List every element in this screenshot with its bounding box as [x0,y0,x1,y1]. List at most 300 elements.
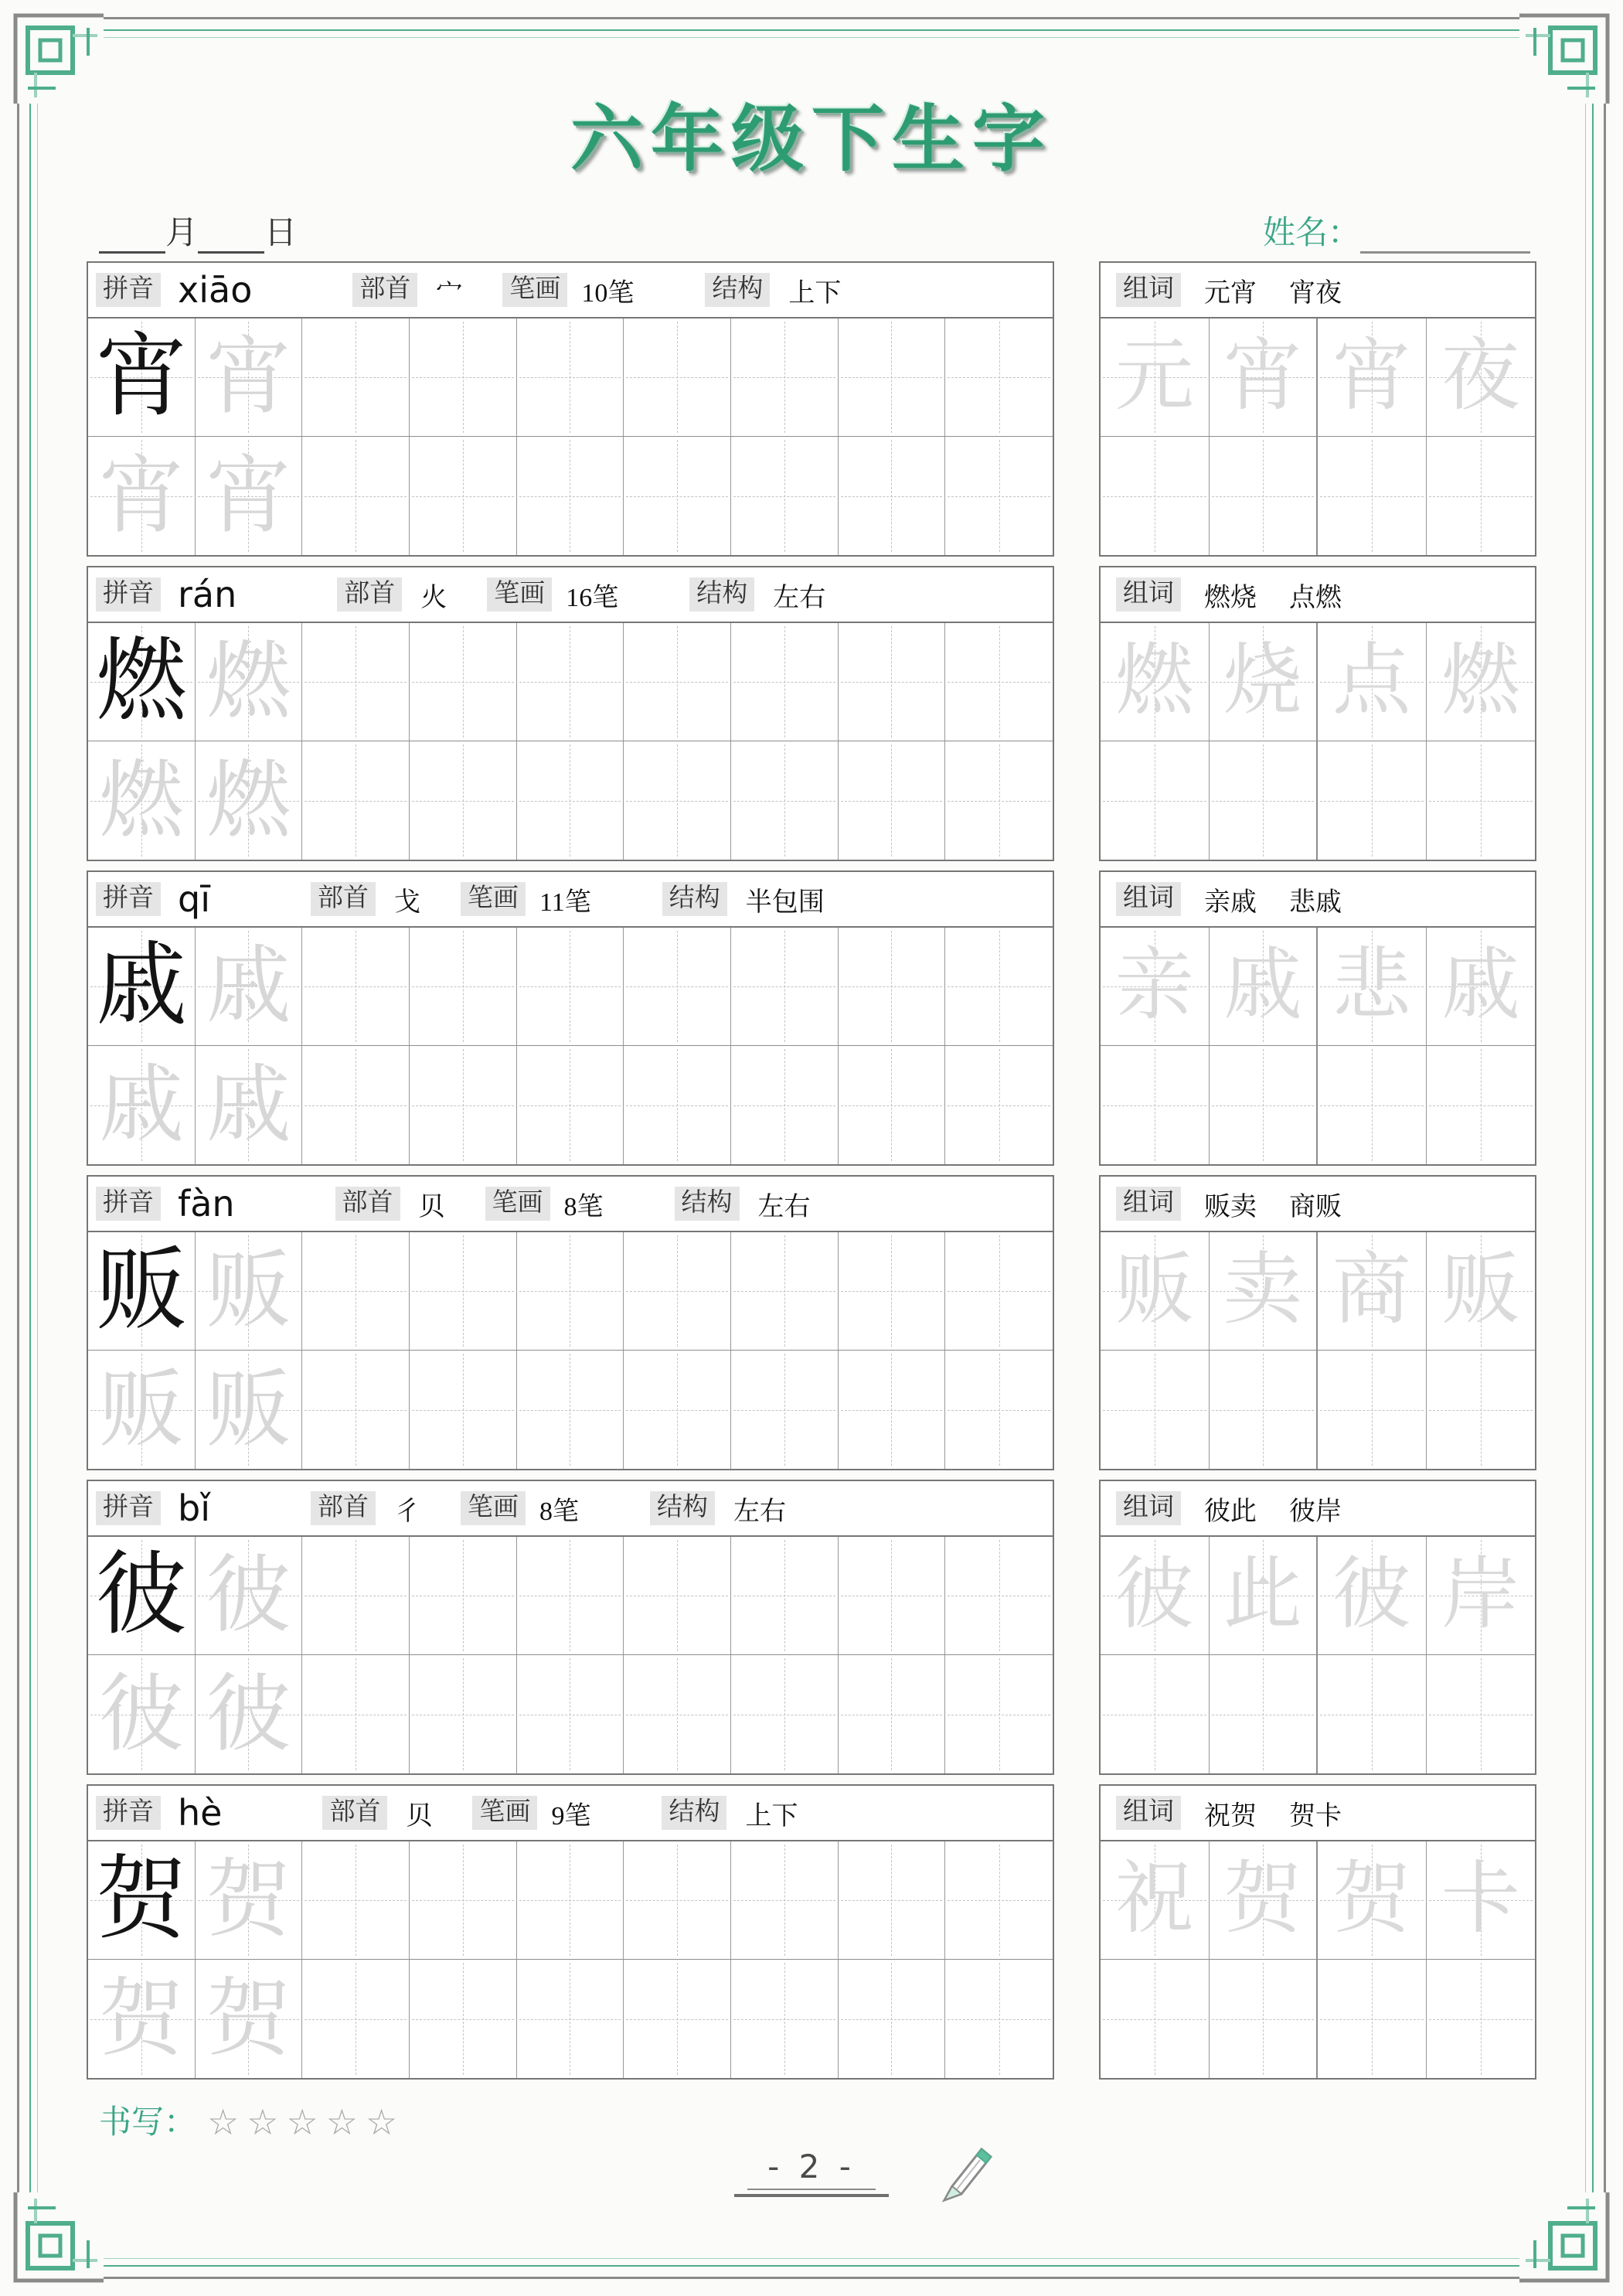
word-practice-cell [1318,1841,1427,1960]
word-practice-cell [1427,623,1536,741]
practice-cell [196,1960,303,2078]
practice-cell [945,319,1053,437]
word-practice-cell [1101,928,1210,1046]
word-practice-cell [1101,1841,1210,1960]
word-trace-character: 戚 [1223,942,1302,1030]
strokes-value: 11笔 [539,887,591,917]
char-block-header [88,1786,1053,1841]
word-2: 悲戚 [1289,887,1342,917]
practice-cell [302,1046,410,1164]
trace-character: 贩 [206,1362,291,1457]
word-practice-cell [1101,437,1210,555]
practice-grid-row [88,437,1053,555]
practice-cell [302,623,410,741]
word-block-3 [1099,870,1536,1166]
char-block-1 [87,261,1054,557]
practice-cell [731,928,839,1046]
practice-cell [624,1960,731,2078]
trace-character: 戚 [206,939,291,1034]
radical-label: 部首 [311,1491,376,1525]
word-block-header [1101,872,1535,928]
pinyin-label: 拼音 [96,273,161,307]
structure-value: 上下 [788,278,842,308]
word-2: 宵夜 [1289,278,1342,308]
practice-cell [731,1351,839,1469]
word-2: 商贩 [1289,1192,1342,1221]
practice-cell [196,1046,303,1164]
word-practice-cell [1210,1537,1318,1655]
word-trace-character: 贺 [1223,1856,1302,1943]
structure-value: 左右 [757,1192,811,1221]
word-practice-cell [1427,1960,1536,2078]
word-block-5 [1099,1480,1536,1775]
word-practice-cell [1427,1046,1536,1164]
practice-cell [88,1841,196,1960]
practice-character: 燃 [95,631,187,732]
practice-cell [945,741,1053,860]
char-block-header [88,872,1053,928]
strokes-value: 16笔 [566,583,619,612]
word-trace-character: 点 [1332,638,1411,725]
practice-cell [945,1537,1053,1655]
practice-cell [624,1046,731,1164]
practice-character: 彼 [95,1545,187,1646]
practice-cell [517,1841,624,1960]
trace-character: 贩 [206,1244,291,1338]
word-practice-cell [1210,437,1318,555]
word-trace-character: 彼 [1332,1552,1411,1639]
pinyin-value: fàn [178,1183,235,1225]
word-block-1 [1099,261,1536,557]
strokes-value: 10笔 [581,278,635,308]
character-row-1 [87,261,1538,557]
practice-cell [302,741,410,860]
practice-cell [731,437,839,555]
practice-cell [945,1046,1053,1164]
practice-cell [410,1232,517,1351]
practice-cell [302,1655,410,1773]
practice-cell [624,741,731,860]
practice-cell [731,741,839,860]
practice-cell [731,623,839,741]
word-2: 贺卡 [1289,1801,1342,1831]
practice-cell [731,1537,839,1655]
practice-cell [624,928,731,1046]
name-blank [1360,220,1530,254]
practice-cell [624,1841,731,1960]
trace-character: 贩 [98,1362,184,1457]
word-practice-cell [1427,437,1536,555]
word-1: 贩卖 [1204,1192,1257,1221]
practice-cell [88,1537,196,1655]
word-practice-cell [1427,1841,1536,1960]
practice-cell [302,928,410,1046]
practice-grid-row [88,319,1053,437]
char-block-header [88,1177,1053,1232]
pinyin-label: 拼音 [96,1187,161,1221]
character-row-3 [87,870,1538,1166]
trace-character: 宵 [206,330,291,424]
practice-cell [945,928,1053,1046]
practice-cell [839,1841,946,1960]
word-block-header [1101,263,1535,319]
practice-cell [302,1351,410,1469]
practice-cell [945,623,1053,741]
practice-cell [945,1232,1053,1351]
structure-label: 结构 [662,1796,726,1830]
practice-cell [624,1655,731,1773]
practice-cell [839,1351,946,1469]
word-trace-character: 岸 [1441,1552,1520,1639]
pinyin-value: bǐ [178,1487,210,1529]
word-trace-character: 宵 [1223,333,1302,421]
practice-cell [517,319,624,437]
word-practice-cell [1101,1232,1210,1351]
pinyin-value: xiāo [178,269,253,311]
word-trace-character: 元 [1114,333,1194,421]
character-row-5 [87,1480,1538,1775]
name-label: 姓名： [1262,216,1360,251]
words-label: 组词 [1116,577,1181,611]
char-block-header [88,263,1053,319]
word-practice-cell [1318,741,1427,860]
practice-character: 宵 [95,326,187,428]
word-practice-cell [1318,437,1427,555]
word-trace-character: 贺 [1332,1856,1411,1943]
strokes-value: 8笔 [563,1192,604,1221]
word-trace-character: 夜 [1441,333,1520,421]
practice-grid-row [88,1655,1053,1773]
practice-cell [839,928,946,1046]
practice-cell [410,1351,517,1469]
practice-cell [839,623,946,741]
char-block-header [88,567,1053,623]
practice-cell [196,1232,303,1351]
practice-cell [624,437,731,555]
corner-ornament-icon [1519,5,1618,104]
strokes-value: 8笔 [539,1497,579,1526]
practice-cell [517,623,624,741]
word-practice-cell [1101,1655,1210,1773]
word-block-header [1101,567,1535,623]
word-trace-character: 燃 [1114,638,1194,725]
practice-cell [624,319,731,437]
word-grid-row [1101,623,1535,741]
word-grid-row [1101,1655,1535,1773]
words-label: 组词 [1116,273,1181,307]
structure-value: 左右 [733,1497,786,1526]
char-block-4 [87,1175,1054,1470]
pinyin-label: 拼音 [96,577,161,611]
word-block-header [1101,1177,1535,1232]
word-trace-character: 悲 [1332,942,1411,1030]
practice-grid-row [88,623,1053,741]
trace-character: 贺 [206,1971,291,2066]
word-practice-cell [1210,1232,1318,1351]
practice-cell [88,1232,196,1351]
word-practice-cell [1427,1655,1536,1773]
practice-cell [302,437,410,555]
word-practice-cell [1101,1537,1210,1655]
practice-grid-row [88,928,1053,1046]
structure-value: 上下 [745,1801,798,1831]
word-practice-cell [1318,1351,1427,1469]
practice-cell [410,623,517,741]
word-trace-character: 戚 [1441,942,1520,1030]
trace-character: 彼 [98,1667,184,1762]
word-practice-cell [1318,1046,1427,1164]
practice-cell [839,1960,946,2078]
word-practice-cell [1210,1960,1318,2078]
trace-character: 戚 [206,1058,291,1153]
practice-cell [410,741,517,860]
word-practice-cell [1427,741,1536,860]
practice-cell [410,319,517,437]
word-practice-cell [1101,1960,1210,2078]
pinyin-value: hè [178,1792,223,1834]
corner-ornament-icon [1519,2192,1618,2291]
word-practice-cell [1318,928,1427,1046]
character-row-4 [87,1175,1538,1470]
word-trace-character: 祝 [1114,1856,1194,1943]
page-number-rule [734,2194,889,2197]
trace-character: 彼 [206,1548,291,1643]
word-practice-cell [1210,1351,1318,1469]
radical-value: 宀 [436,278,463,308]
word-grid-row [1101,1841,1535,1960]
pen-icon [934,2140,1000,2206]
word-practice-cell [1101,741,1210,860]
structure-label: 结构 [650,1491,715,1525]
structure-label: 结构 [675,1187,740,1221]
day-label: 日 [264,216,298,251]
practice-cell [731,1841,839,1960]
word-practice-cell [1427,319,1536,437]
practice-cell [839,1537,946,1655]
practice-cell [945,1960,1053,2078]
word-2: 彼岸 [1289,1497,1342,1526]
practice-grid-row [88,1841,1053,1960]
word-practice-cell [1210,1841,1318,1960]
word-trace-character: 卖 [1223,1247,1302,1334]
trace-character: 戚 [98,1058,184,1153]
word-trace-character: 亲 [1114,942,1194,1030]
practice-grid-row [88,1351,1053,1469]
char-block-3 [87,870,1054,1166]
practice-cell [945,1655,1053,1773]
practice-cell [517,1960,624,2078]
practice-cell [839,1232,946,1351]
practice-cell [196,623,303,741]
structure-label: 结构 [662,882,727,916]
practice-cell [517,1537,624,1655]
month-blank [99,220,165,254]
meta-row [99,207,1530,249]
writing-label: 书写： [99,2105,197,2141]
pinyin-label: 拼音 [96,882,161,916]
word-grid-row [1101,1046,1535,1164]
char-block-5 [87,1480,1054,1775]
page-number [0,2148,1623,2197]
pinyin-value: rán [178,574,237,615]
radical-value: 火 [420,583,447,612]
practice-grid-row [88,1046,1053,1164]
strokes-label: 笔画 [502,273,567,307]
word-trace-character: 宵 [1332,333,1411,421]
practice-cell [410,1655,517,1773]
practice-cell [839,741,946,860]
word-trace-character: 彼 [1114,1552,1194,1639]
practice-cell [839,437,946,555]
practice-cell [945,1841,1053,1960]
word-practice-cell [1427,1351,1536,1469]
radical-value: 戈 [393,887,420,917]
strokes-label: 笔画 [461,1491,526,1525]
practice-cell [410,928,517,1046]
practice-cell [196,1655,303,1773]
practice-cell [302,1960,410,2078]
trace-character: 宵 [206,448,291,543]
strokes-label: 笔画 [461,882,526,916]
word-block-6 [1099,1784,1536,2080]
writing-score-row [99,2097,405,2143]
trace-character: 燃 [206,753,291,848]
word-trace-character: 卡 [1441,1856,1520,1943]
word-practice-cell [1427,1232,1536,1351]
practice-cell [302,319,410,437]
structure-label: 结构 [689,577,754,611]
practice-cell [196,741,303,860]
practice-cell [88,319,196,437]
practice-grid-row [88,1537,1053,1655]
day-blank [198,220,264,254]
practice-cell [196,928,303,1046]
word-practice-cell [1210,319,1318,437]
word-practice-cell [1427,1537,1536,1655]
practice-cell [839,1655,946,1773]
word-grid-row [1101,1351,1535,1469]
practice-cell [624,1232,731,1351]
practice-cell [945,1351,1053,1469]
practice-cell [196,319,303,437]
pinyin-label: 拼音 [96,1796,161,1830]
radical-label: 部首 [322,1796,387,1830]
word-grid-row [1101,319,1535,437]
practice-cell [88,741,196,860]
corner-ornament-icon [5,5,104,104]
char-block-6 [87,1784,1054,2080]
practice-cell [731,1046,839,1164]
word-1: 亲戚 [1204,887,1257,917]
word-practice-cell [1318,1960,1427,2078]
practice-cell [196,1351,303,1469]
word-practice-cell [1101,623,1210,741]
word-practice-cell [1318,1655,1427,1773]
radical-value: 贝 [418,1192,445,1221]
practice-grid-row [88,741,1053,860]
pinyin-value: qī [178,878,210,920]
structure-value: 半包围 [745,887,825,917]
word-block-2 [1099,566,1536,861]
practice-cell [624,623,731,741]
word-practice-cell [1210,928,1318,1046]
practice-blocks [87,261,1538,2080]
practice-cell [88,437,196,555]
trace-character: 燃 [206,635,291,729]
word-trace-character: 贩 [1441,1247,1520,1334]
word-practice-cell [1210,741,1318,860]
practice-cell [410,1841,517,1960]
practice-cell [302,1232,410,1351]
radical-label: 部首 [352,273,417,307]
trace-character: 燃 [98,753,184,848]
word-trace-character: 商 [1332,1247,1411,1334]
word-block-header [1101,1481,1535,1537]
trace-character: 贺 [206,1853,291,1947]
practice-cell [410,1046,517,1164]
corner-ornament-icon [5,2192,104,2291]
word-grid-row [1101,1232,1535,1351]
practice-cell [731,319,839,437]
trace-character: 彼 [206,1667,291,1762]
word-practice-cell [1318,319,1427,437]
words-label: 组词 [1116,1796,1181,1830]
word-practice-cell [1101,1351,1210,1469]
practice-cell [624,1351,731,1469]
radical-label: 部首 [311,882,376,916]
star-rating-icons: ☆☆☆☆☆ [207,2101,406,2143]
practice-cell [839,1046,946,1164]
char-block-header [88,1481,1053,1537]
practice-cell [517,928,624,1046]
word-practice-cell [1101,319,1210,437]
word-practice-cell [1101,1046,1210,1164]
practice-character: 贩 [95,1240,187,1341]
radical-label: 部首 [337,577,402,611]
radical-value: 彳 [393,1497,420,1526]
practice-cell [731,1232,839,1351]
practice-cell [196,1841,303,1960]
practice-cell [624,1537,731,1655]
word-trace-character: 此 [1223,1552,1302,1639]
word-practice-cell [1210,623,1318,741]
word-1: 元宵 [1204,278,1257,308]
page-number-text: - 2 - [747,2148,876,2190]
practice-cell [945,437,1053,555]
practice-cell [731,1655,839,1773]
practice-cell [517,437,624,555]
month-label: 月 [165,216,199,251]
word-grid-row [1101,928,1535,1046]
words-label: 组词 [1116,1187,1181,1221]
word-practice-cell [1318,623,1427,741]
word-block-4 [1099,1175,1536,1470]
strokes-value: 9笔 [551,1801,591,1831]
practice-cell [88,1046,196,1164]
word-2: 点燃 [1289,583,1342,612]
radical-label: 部首 [335,1187,400,1221]
practice-character: 戚 [95,935,187,1037]
word-practice-cell [1427,928,1536,1046]
practice-cell [517,1655,624,1773]
word-grid-row [1101,741,1535,860]
trace-character: 宵 [98,448,184,543]
word-practice-cell [1210,1655,1318,1773]
page-title: 六年级下生字 [570,98,1053,179]
practice-grid-row [88,1960,1053,2078]
trace-character: 贺 [98,1971,184,2066]
words-label: 组词 [1116,882,1181,916]
